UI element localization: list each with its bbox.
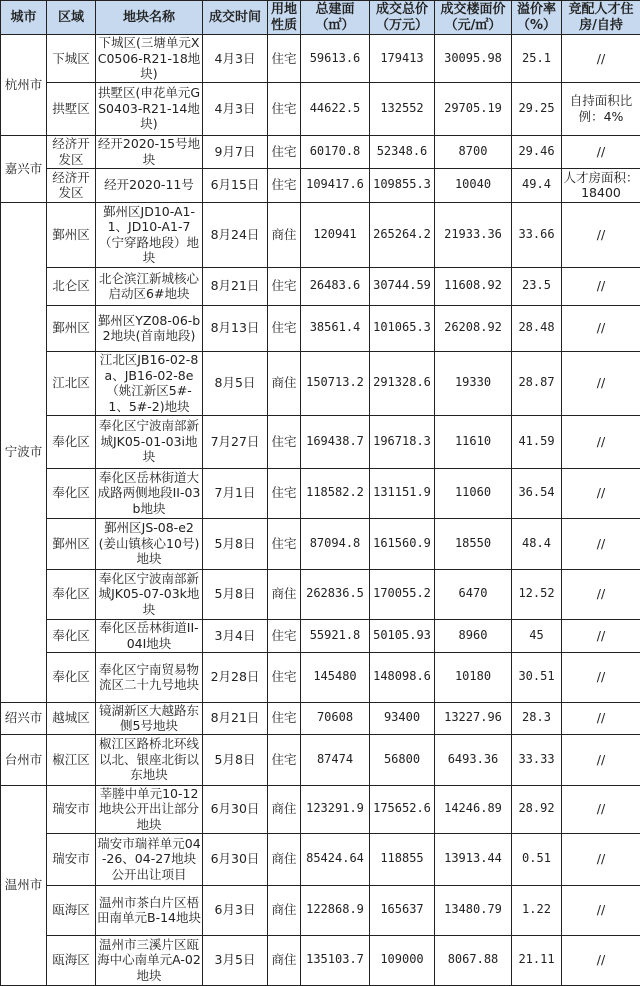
cell-talent-housing: //: [562, 267, 640, 305]
cell-talent-housing: //: [562, 702, 640, 734]
cell-land-use: 商住: [268, 833, 301, 885]
cell-total-price: 101065.3: [370, 305, 435, 351]
cell-total-price: 165637: [370, 885, 435, 935]
cell-floor-price: 11060: [435, 468, 512, 518]
cell-total-price: 179413: [370, 35, 435, 83]
cell-total-price: 161560.9: [370, 518, 435, 569]
cell-deal-date: 5月8日: [203, 734, 268, 785]
cell-district: 瑞安市: [47, 785, 96, 833]
cell-deal-date: 8月5日: [203, 351, 268, 415]
cell-floor-price: 11610: [435, 415, 512, 468]
cell-plot-name: 经开2020-11号: [96, 168, 203, 202]
cell-floor-price: 30095.98: [435, 35, 512, 83]
cell-floor-price: 21933.36: [435, 202, 512, 267]
cell-plot-name: 温州市茶白片区梧田南单元B-14地块: [96, 885, 203, 935]
cell-deal-date: 9月7日: [203, 135, 268, 168]
table-row: [1, 351, 640, 415]
cell-total-floor-area: 85424.64: [301, 833, 370, 885]
cell-premium-rate: 25.1: [512, 35, 562, 83]
cell-land-use: 住宅: [268, 168, 301, 202]
cell-floor-price: 10180: [435, 652, 512, 702]
cell-floor-price: 8700: [435, 135, 512, 168]
cell-deal-date: 2月28日: [203, 652, 268, 702]
cell-land-use: 商住: [268, 935, 301, 985]
cell-deal-date: 3月4日: [203, 619, 268, 652]
cell-plot-name: 奉化区岳林街道大成路两侧地段II-03b地块: [96, 468, 203, 518]
cell-district: 经济开发区: [47, 135, 96, 168]
cell-premium-rate: 28.87: [512, 351, 562, 415]
cell-premium-rate: 0.51: [512, 833, 562, 885]
cell-premium-rate: 30.51: [512, 652, 562, 702]
cell-deal-date: 7月27日: [203, 415, 268, 468]
cell-total-floor-area: 145480: [301, 652, 370, 702]
cell-total-floor-area: 123291.9: [301, 785, 370, 833]
cell-plot-name: 奉化区宁波南部新城JK05-07-03k地块: [96, 569, 203, 619]
cell-district: 奉化区: [47, 652, 96, 702]
cell-total-price: 196718.3: [370, 415, 435, 468]
cell-deal-date: 6月15日: [203, 168, 268, 202]
cell-premium-rate: 28.92: [512, 785, 562, 833]
cell-total-price: 52348.6: [370, 135, 435, 168]
cell-total-price: 109000: [370, 935, 435, 985]
cell-land-use: 住宅: [268, 35, 301, 83]
cell-floor-price: 10040: [435, 168, 512, 202]
cell-city: 宁波市: [1, 202, 47, 702]
table-row: [1, 619, 640, 652]
cell-district: 椒江区: [47, 734, 96, 785]
cell-premium-rate: 28.48: [512, 305, 562, 351]
cell-premium-rate: 28.3: [512, 702, 562, 734]
cell-total-floor-area: 135103.7: [301, 935, 370, 985]
cell-district: 瓯海区: [47, 885, 96, 935]
cell-total-price: 291328.6: [370, 351, 435, 415]
cell-city: 嘉兴市: [1, 135, 47, 202]
cell-talent-housing: //: [562, 202, 640, 267]
cell-floor-price: 13227.96: [435, 702, 512, 734]
cell-premium-rate: 41.59: [512, 415, 562, 468]
cell-land-use: 住宅: [268, 518, 301, 569]
cell-plot-name: 鄞州区YZ08-06-b2地块(首南地段): [96, 305, 203, 351]
cell-total-floor-area: 38561.4: [301, 305, 370, 351]
cell-premium-rate: 48.4: [512, 518, 562, 569]
table-row: [1, 415, 640, 468]
cell-total-price: 175652.6: [370, 785, 435, 833]
header-row: [1, 1, 640, 35]
cell-district: 经济开发区: [47, 168, 96, 202]
cell-talent-housing: //: [562, 833, 640, 885]
cell-total-price: 109855.3: [370, 168, 435, 202]
cell-deal-date: 8月21日: [203, 702, 268, 734]
cell-deal-date: 7月1日: [203, 468, 268, 518]
cell-total-floor-area: 120941: [301, 202, 370, 267]
cell-district: 鄞州区: [47, 305, 96, 351]
cell-land-use: 住宅: [268, 415, 301, 468]
table-row: [1, 569, 640, 619]
header-talent-housing: 竞配人才住房/自持: [562, 1, 640, 35]
cell-land-use: 商住: [268, 351, 301, 415]
cell-floor-price: 19330: [435, 351, 512, 415]
cell-district: 拱墅区: [47, 82, 96, 135]
cell-deal-date: 8月21日: [203, 267, 268, 305]
cell-total-floor-area: 59613.6: [301, 35, 370, 83]
cell-total-floor-area: 87094.8: [301, 518, 370, 569]
table-row: [1, 202, 640, 267]
cell-talent-housing: //: [562, 885, 640, 935]
cell-district: 瑞安市: [47, 833, 96, 885]
cell-deal-date: 6月30日: [203, 785, 268, 833]
cell-district: 下城区: [47, 35, 96, 83]
cell-premium-rate: 23.5: [512, 267, 562, 305]
table-row: [1, 734, 640, 785]
cell-premium-rate: 33.33: [512, 734, 562, 785]
cell-floor-price: 13913.44: [435, 833, 512, 885]
cell-total-floor-area: 70608: [301, 702, 370, 734]
header-land-use: 用地性质: [268, 1, 301, 35]
cell-total-floor-area: 118582.2: [301, 468, 370, 518]
cell-talent-housing: //: [562, 935, 640, 985]
cell-talent-housing: //: [562, 35, 640, 83]
cell-premium-rate: 29.25: [512, 82, 562, 135]
cell-plot-name: 瑞安市瑞祥单元04-26、04-27地块公开出让项目: [96, 833, 203, 885]
cell-district: 北仑区: [47, 267, 96, 305]
cell-total-floor-area: 122868.9: [301, 885, 370, 935]
cell-plot-name: 温州市三溪片区瓯海中心南单元A-02地块: [96, 935, 203, 985]
cell-total-price: 118855: [370, 833, 435, 885]
table-row: [1, 702, 640, 734]
cell-total-price: 265264.2: [370, 202, 435, 267]
table-row: [1, 305, 640, 351]
cell-deal-date: 8月24日: [203, 202, 268, 267]
cell-deal-date: 4月3日: [203, 82, 268, 135]
header-deal-date: 成交时间: [203, 1, 268, 35]
cell-total-floor-area: 26483.6: [301, 267, 370, 305]
cell-total-price: 30744.59: [370, 267, 435, 305]
cell-talent-housing: 人才房面积：18400: [562, 168, 640, 202]
cell-land-use: 住宅: [268, 619, 301, 652]
cell-floor-price: 18550: [435, 518, 512, 569]
header-floor-price: 成交楼面价（元/㎡）: [435, 1, 512, 35]
cell-deal-date: 5月8日: [203, 569, 268, 619]
cell-district: 鄞州区: [47, 518, 96, 569]
cell-land-use: 住宅: [268, 702, 301, 734]
cell-land-use: 商住: [268, 885, 301, 935]
cell-floor-price: 26208.92: [435, 305, 512, 351]
cell-total-floor-area: 262836.5: [301, 569, 370, 619]
cell-district: 奉化区: [47, 569, 96, 619]
cell-plot-name: 奉化区宁波南部新城JK05-01-03i地块: [96, 415, 203, 468]
cell-talent-housing: //: [562, 619, 640, 652]
cell-deal-date: 5月8日: [203, 518, 268, 569]
header-premium-rate: 溢价率（%）: [512, 1, 562, 35]
cell-total-floor-area: 55921.8: [301, 619, 370, 652]
cell-talent-housing: //: [562, 351, 640, 415]
header-city: 城市: [1, 1, 47, 35]
cell-plot-name: 奉化区宁南贸易物流区二十九号地块: [96, 652, 203, 702]
cell-total-floor-area: 150713.2: [301, 351, 370, 415]
cell-land-use: 住宅: [268, 305, 301, 351]
cell-total-floor-area: 60170.8: [301, 135, 370, 168]
cell-city: 台州市: [1, 734, 47, 785]
cell-floor-price: 13480.79: [435, 885, 512, 935]
cell-deal-date: 6月30日: [203, 833, 268, 885]
cell-deal-date: 3月5日: [203, 935, 268, 985]
cell-district: 鄞州区: [47, 202, 96, 267]
cell-district: 奉化区: [47, 415, 96, 468]
cell-talent-housing: //: [562, 734, 640, 785]
cell-total-price: 93400: [370, 702, 435, 734]
cell-total-floor-area: 109417.6: [301, 168, 370, 202]
cell-land-use: 商住: [268, 202, 301, 267]
cell-premium-rate: 33.66: [512, 202, 562, 267]
cell-plot-name: 鄞州区JD10-A1-1、JD10-A1-7（宁穿路地段）地块: [96, 202, 203, 267]
cell-deal-date: 4月3日: [203, 35, 268, 83]
cell-land-use: 住宅: [268, 82, 301, 135]
cell-floor-price: 8067.88: [435, 935, 512, 985]
table-row: [1, 935, 640, 985]
cell-total-floor-area: 87474: [301, 734, 370, 785]
table-row: [1, 168, 640, 202]
table-row: [1, 652, 640, 702]
table-row: [1, 833, 640, 885]
cell-plot-name: 江北区JB16-02-8a、JB16-02-8e（姚江新区5#-1、5#-2)地块: [96, 351, 203, 415]
cell-land-use: 商住: [268, 785, 301, 833]
cell-total-floor-area: 169438.7: [301, 415, 370, 468]
cell-talent-housing: //: [562, 305, 640, 351]
cell-plot-name: 北仑滨江新城核心启动区6#地块: [96, 267, 203, 305]
cell-city: 绍兴市: [1, 702, 47, 734]
cell-floor-price: 29705.19: [435, 82, 512, 135]
table-row: [1, 135, 640, 168]
table-row: [1, 267, 640, 305]
cell-district: 越城区: [47, 702, 96, 734]
cell-deal-date: 8月13日: [203, 305, 268, 351]
cell-district: 奉化区: [47, 619, 96, 652]
cell-plot-name: 下城区(三塘单元XC0506-R21-18地块): [96, 35, 203, 83]
cell-district: 奉化区: [47, 468, 96, 518]
table-row: [1, 785, 640, 833]
cell-land-use: 住宅: [268, 734, 301, 785]
table-row: [1, 468, 640, 518]
cell-premium-rate: 45: [512, 619, 562, 652]
cell-land-use: 商住: [268, 569, 301, 619]
cell-floor-price: 6493.36: [435, 734, 512, 785]
table-body: [1, 35, 640, 986]
cell-total-price: 148098.6: [370, 652, 435, 702]
cell-premium-rate: 12.52: [512, 569, 562, 619]
cell-land-use: 住宅: [268, 468, 301, 518]
cell-premium-rate: 21.11: [512, 935, 562, 985]
cell-plot-name: 镜湖新区大越路东侧5号地块: [96, 702, 203, 734]
cell-land-use: 住宅: [268, 135, 301, 168]
cell-district: 江北区: [47, 351, 96, 415]
cell-plot-name: 奉化区岳林街道II-04I地块: [96, 619, 203, 652]
header-district: 区域: [47, 1, 96, 35]
cell-floor-price: 8960: [435, 619, 512, 652]
cell-total-price: 56800: [370, 734, 435, 785]
cell-plot-name: 鄞州区JS-08-e2(姜山镇核心10号)地块: [96, 518, 203, 569]
cell-city: 杭州市: [1, 35, 47, 136]
header-plot-name: 地块名称: [96, 1, 203, 35]
cell-talent-housing: //: [562, 785, 640, 833]
cell-talent-housing: //: [562, 518, 640, 569]
cell-district: 瓯海区: [47, 935, 96, 985]
cell-total-floor-area: 44622.5: [301, 82, 370, 135]
cell-floor-price: 11608.92: [435, 267, 512, 305]
cell-floor-price: 6470: [435, 569, 512, 619]
cell-premium-rate: 1.22: [512, 885, 562, 935]
table-row: [1, 35, 640, 83]
cell-talent-housing: 自持面积比例：4%: [562, 82, 640, 135]
cell-deal-date: 6月3日: [203, 885, 268, 935]
cell-total-price: 50105.93: [370, 619, 435, 652]
cell-talent-housing: //: [562, 468, 640, 518]
cell-talent-housing: //: [562, 652, 640, 702]
cell-premium-rate: 29.46: [512, 135, 562, 168]
header-total-price: 成交总价（万元）: [370, 1, 435, 35]
cell-talent-housing: //: [562, 135, 640, 168]
cell-premium-rate: 36.54: [512, 468, 562, 518]
table-row: [1, 518, 640, 569]
cell-talent-housing: //: [562, 569, 640, 619]
cell-floor-price: 14246.89: [435, 785, 512, 833]
cell-plot-name: 莘塍中单元10-12地块公开出让部分地块: [96, 785, 203, 833]
cell-total-price: 131151.9: [370, 468, 435, 518]
cell-talent-housing: //: [562, 415, 640, 468]
cell-total-price: 170055.2: [370, 569, 435, 619]
table-row: [1, 885, 640, 935]
cell-land-use: 住宅: [268, 267, 301, 305]
cell-premium-rate: 49.4: [512, 168, 562, 202]
cell-total-price: 132552: [370, 82, 435, 135]
cell-plot-name: 拱墅区(申花单元GS0403-R21-14地块): [96, 82, 203, 135]
cell-plot-name: 椒江区路桥北环线以北、银座北街以东地块: [96, 734, 203, 785]
cell-land-use: 住宅: [268, 652, 301, 702]
cell-city: 温州市: [1, 785, 47, 985]
header-total-floor-area: 总建面（㎡）: [301, 1, 370, 35]
table-row: [1, 82, 640, 135]
cell-plot-name: 经开2020-15号地块: [96, 135, 203, 168]
